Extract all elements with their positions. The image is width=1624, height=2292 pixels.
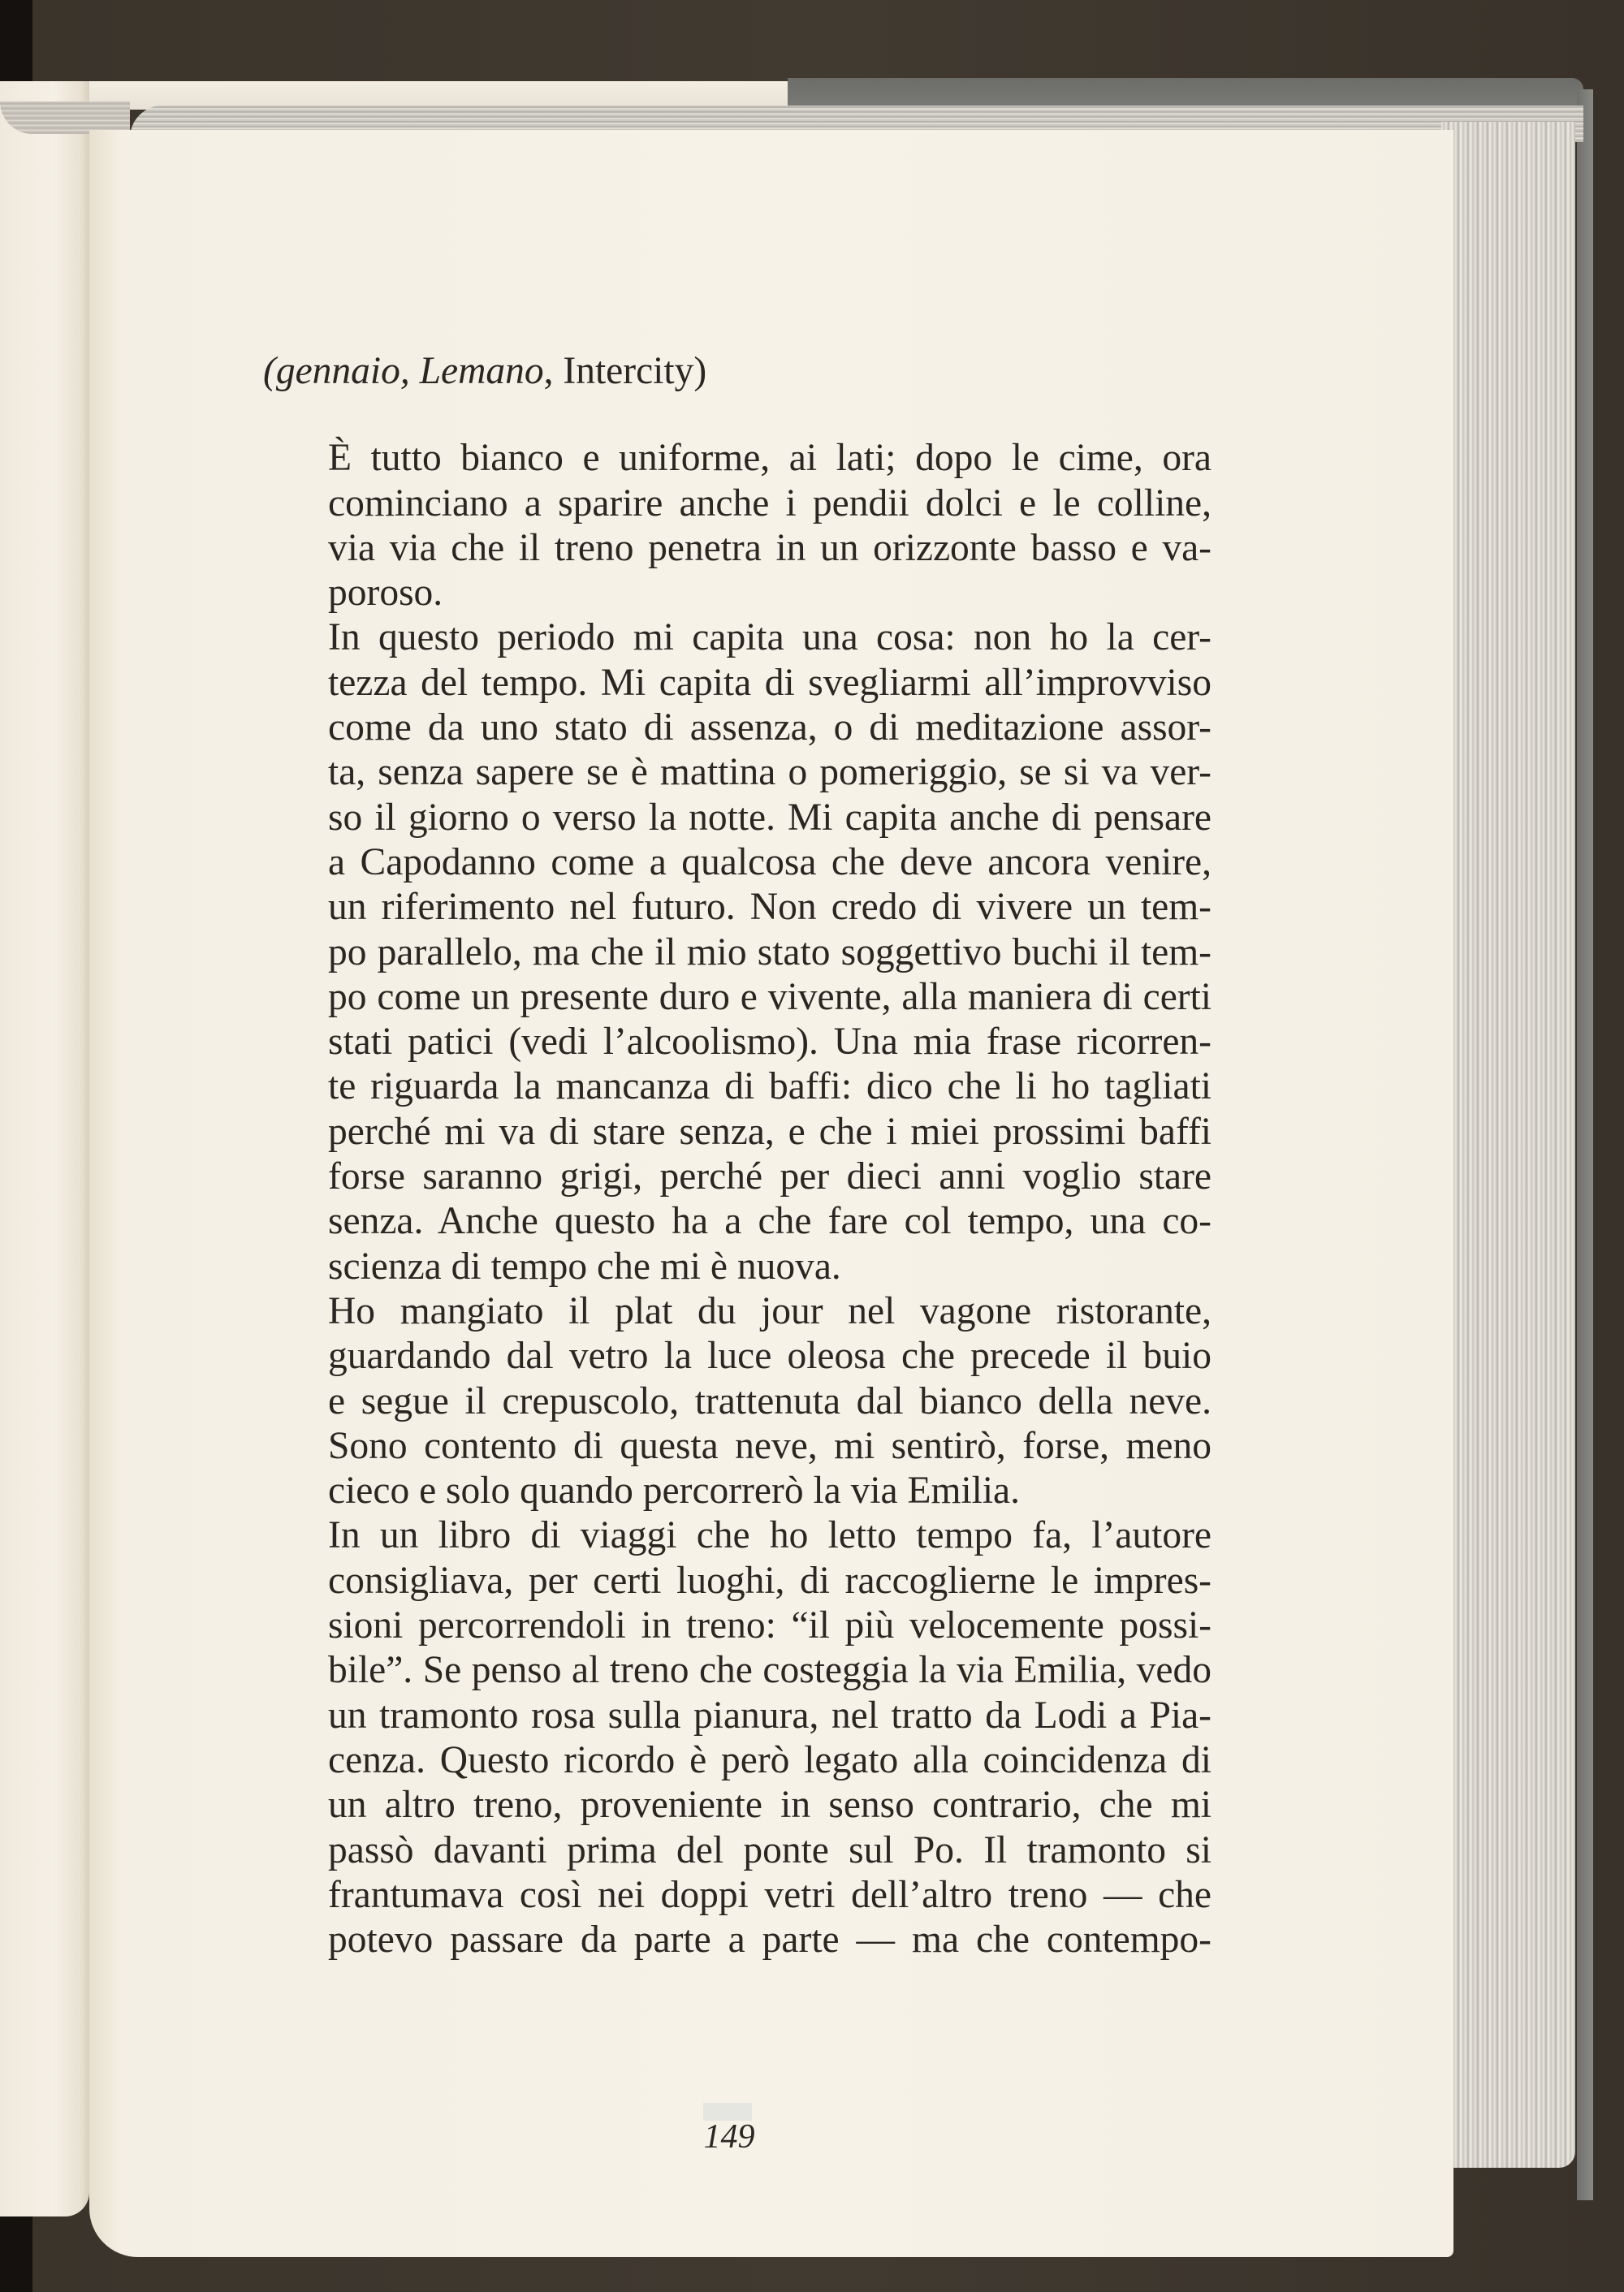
text-line: cieco e solo quando percorrerò la via Emilia. <box>328 1470 1021 1513</box>
heading-train-type: , Intercity) <box>543 350 707 392</box>
page-edges-right <box>1441 122 1575 2168</box>
text-line: passò davanti prima del ponte sul Po. Il tramonto si <box>328 1828 1212 1871</box>
paragraph-3 <box>263 1289 1212 1513</box>
text-line: In questo periodo mi capita una cosa: non ho la cer- <box>328 616 1212 659</box>
text-line: È tutto bianco e uniforme, ai lati; dopo le cime, ora <box>328 437 1212 480</box>
text-line: come da uno stato di assenza, o di meditazione assor- <box>328 706 1212 749</box>
text-line: un riferimento nel futuro. Non credo di vivere un tem- <box>328 886 1212 929</box>
text-line: po parallelo, ma che il mio stato soggettivo buchi il tem- <box>328 930 1212 973</box>
text-line: un tramonto rosa sulla pianura, nel tratto da Lodi a Pia- <box>328 1694 1212 1737</box>
page-text <box>263 349 1212 1962</box>
text-line: poroso. <box>328 572 443 615</box>
book-cover-right <box>1577 89 1593 2200</box>
heading-train-name: Lemano <box>419 350 544 392</box>
heading-month: (gennaio, <box>263 350 420 392</box>
paragraph-2 <box>263 615 1212 1288</box>
text-line: Sono contento di questa neve, mi sentirò, forse, meno <box>328 1424 1212 1467</box>
text-line: po come un presente duro e vivente, alla maniera di certi <box>328 975 1212 1018</box>
paragraph-4 <box>263 1513 1212 1962</box>
text-line: Ho mangiato il plat du jour nel vagone ristorante, <box>328 1289 1212 1332</box>
text-line: un altro treno, proveniente in senso contrario, che mi <box>328 1784 1212 1827</box>
text-line: perché mi va di stare senza, e che i miei prossimi baffi <box>328 1110 1212 1153</box>
text-line: consigliava, per certi luoghi, di raccoglierne le impres- <box>328 1559 1212 1602</box>
text-line: frantumava così nei doppi vetri dell’altro treno — che <box>328 1873 1212 1916</box>
text-line: te riguarda la mancanza di baffi: dico che li ho tagliati <box>328 1065 1212 1108</box>
text-line: forse saranno grigi, perché per dieci anni voglio stare <box>328 1155 1212 1198</box>
left-page-edges <box>0 101 130 134</box>
left-facing-page <box>0 81 89 2216</box>
text-line: bile”. Se penso al treno che costeggia la via Emilia, vedo <box>328 1649 1212 1692</box>
text-line: senza. Anche questo ha a che fare col tempo, una co- <box>328 1200 1212 1243</box>
section-heading <box>263 349 1212 394</box>
page-number: 149 <box>703 2118 755 2156</box>
text-line: sioni percorrendoli in treno: “il più velocemente possi- <box>328 1604 1212 1647</box>
paragraph-1 <box>263 436 1212 615</box>
text-line: In un libro di viaggi che ho letto tempo fa, l’autore <box>328 1514 1212 1557</box>
text-line: guardando dal vetro la luce oleosa che precede il buio <box>328 1335 1212 1378</box>
text-line: a Capodanno come a qualcosa che deve ancora venire, <box>328 840 1212 883</box>
text-line: cominciano a sparire anche i pendii dolci e le colline, <box>328 481 1212 524</box>
text-line: scienza di tempo che mi è nuova. <box>328 1245 841 1288</box>
text-line: tezza del tempo. Mi capita di svegliarmi all’improvviso <box>328 661 1212 704</box>
text-line: e segue il crepuscolo, trattenuta dal bianco della neve. <box>328 1379 1212 1422</box>
text-line: stati patici (vedi l’alcoolismo). Una mia frase ricorren- <box>328 1021 1212 1064</box>
text-line: cenza. Questo ricordo è però legato alla coincidenza di <box>328 1738 1212 1781</box>
text-line: so il giorno o verso la notte. Mi capita anche di pensare <box>328 796 1212 839</box>
text-line: ta, senza sapere se è mattina o pomeriggio, se si va ver- <box>328 751 1212 794</box>
text-line: via via che il treno penetra in un orizzonte basso e va- <box>328 526 1212 569</box>
text-line: potevo passare da parte a parte — ma che contempo- <box>328 1919 1212 1962</box>
